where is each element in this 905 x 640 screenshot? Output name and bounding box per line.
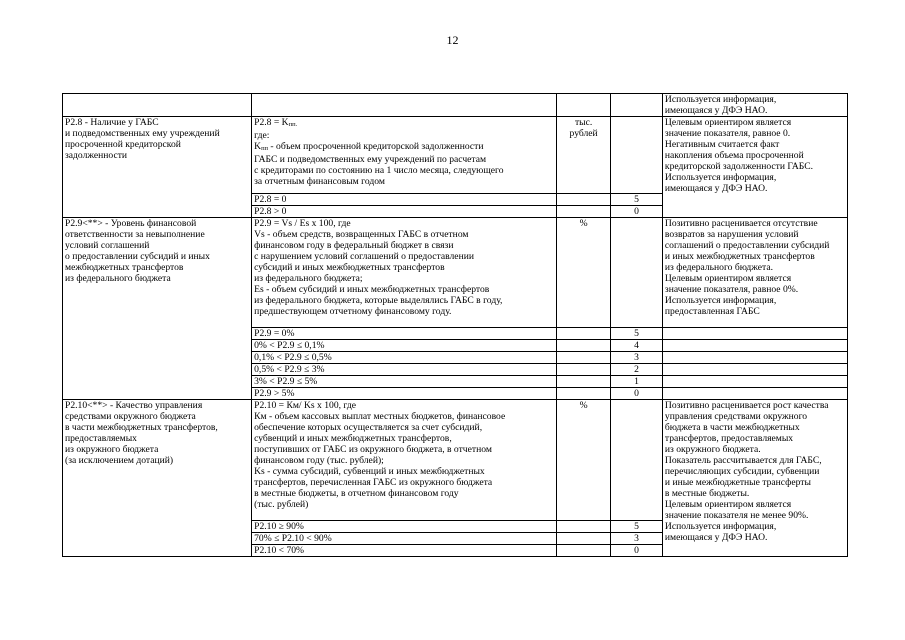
unit-cell <box>557 521 611 533</box>
name-line: из федерального бюджета <box>65 273 171 284</box>
formula-line: трансфертов, перечисленная ГАБС из окружного бюджета <box>254 477 493 488</box>
page-number: 12 <box>446 33 459 47</box>
indicator-name-p28 <box>63 117 252 218</box>
unit-line: рублей <box>569 128 598 139</box>
comment-line: соглашений о предоставлении субсидий <box>664 240 830 251</box>
comment-cell <box>662 364 847 376</box>
formula-subscript: пп <box>261 145 269 152</box>
comment-line: Негативным считается факт <box>664 139 780 150</box>
name-line: предоставляемых <box>65 433 137 444</box>
comment-line: имеющаяся у ДФЭ НАО. <box>664 105 768 116</box>
comment-line: и иных межбюджетных трансфертов <box>664 251 815 262</box>
comment-line: перечисляющих субсидии, субвенции <box>664 466 820 477</box>
unit-cell <box>557 194 611 206</box>
formula-subscript: пп. <box>288 121 298 128</box>
criterion-condition: 70% ≤ P2.10 < 90% <box>252 533 557 545</box>
criterion-score: 5 <box>611 328 663 340</box>
criterion-condition: P2.9 > 5% <box>252 388 557 400</box>
unit-cell <box>557 206 611 218</box>
unit-cell <box>557 94 611 117</box>
name-line: P2.10<**> - Качество управления <box>65 400 203 411</box>
comment-line: из федерального бюджета. <box>664 262 774 273</box>
unit-p28 <box>557 117 611 194</box>
name-line: условий соглашений <box>65 240 150 251</box>
comment-line: значение показателя, равное 0%. <box>664 284 799 295</box>
criterion-score: 2 <box>611 364 663 376</box>
criterion-condition: 0,5% < P2.9 ≤ 3% <box>252 364 557 376</box>
comment-line: значение показателя не менее 90%. <box>664 510 809 521</box>
formula-line: Ks - сумма субсидий, субвенций и иных межбюджетных <box>254 466 485 477</box>
score-cell <box>611 94 663 117</box>
formula-line: P2.10 = Км/ Ks x 100, где <box>254 400 357 411</box>
comment-line: трансфертов, предоставляемых <box>664 433 794 444</box>
comment-line: значение показателя, равное 0. <box>664 128 791 139</box>
criterion-score: 0 <box>611 388 663 400</box>
name-line: и подведомственных ему учреждений <box>65 128 220 139</box>
formula-p28 <box>252 117 557 194</box>
comment-line: накопления объема просроченной <box>664 150 804 161</box>
criterion-condition: P2.10 ≥ 90% <box>252 521 557 533</box>
criterion-condition: 3% < P2.9 ≤ 5% <box>252 376 557 388</box>
criterion-condition: P2.8 = 0 <box>252 194 557 206</box>
name-line: ответственности за невыполнение <box>65 229 205 240</box>
score-cell <box>611 117 663 194</box>
unit-cell <box>557 533 611 545</box>
indicator-name-p210 <box>63 400 252 557</box>
table-row <box>63 400 848 521</box>
comment-cell <box>662 328 847 340</box>
comment-line: кредиторской задолженности ГАБС. <box>664 161 814 172</box>
name-line: P2.8 - Наличие у ГАБС <box>65 117 159 128</box>
comment-cell <box>662 352 847 364</box>
name-line: из окружного бюджета <box>65 444 159 455</box>
formula-line <box>254 141 554 154</box>
score-cell <box>611 218 663 328</box>
formula-line: из федерального бюджета, которые выделялись ГАБС в году, <box>254 295 503 306</box>
comment-p29 <box>662 218 847 328</box>
comment-cell <box>662 94 847 117</box>
formula-line: с кредиторами по состоянию на 1 число месяца, следующего <box>254 165 504 176</box>
name-line: о предоставлении субсидий и иных <box>65 251 210 262</box>
unit-cell <box>557 388 611 400</box>
formula-line: где: <box>254 130 270 141</box>
formula-line: предшествующем отчетному финансовому году. <box>254 306 452 317</box>
formula-p210 <box>252 400 557 521</box>
formula-line: Vs - объем средств, возвращенных ГАБС в отчетном <box>254 229 469 240</box>
formula-line: из федерального бюджета; <box>254 273 363 284</box>
comment-line: из окружного бюджета. <box>664 444 761 455</box>
comment-line: Целевым ориентиром является <box>664 499 792 510</box>
comment-line: Целевым ориентиром является <box>664 117 792 128</box>
criterion-score: 0 <box>611 206 663 218</box>
comment-line: Используется информация, <box>664 94 777 105</box>
criterion-condition: 0% < P2.9 ≤ 0,1% <box>252 340 557 352</box>
name-line: в части межбюджетных трансфертов, <box>65 422 218 433</box>
formula-line: за отчетным финансовым годом <box>254 176 385 187</box>
comment-line: бюджета в части межбюджетных <box>664 422 800 433</box>
comment-line: возвратов за нарушения условий <box>664 229 799 240</box>
comment-line: Позитивно расценивается рост качества <box>664 400 829 411</box>
comment-line: Используется информация, <box>664 172 777 183</box>
unit-cell <box>557 376 611 388</box>
table-row <box>63 117 848 194</box>
criterion-score: 0 <box>611 545 663 557</box>
indicators-table <box>62 93 848 557</box>
criterion-condition: P2.9 = 0% <box>252 328 557 340</box>
criterion-condition: P2.8 > 0 <box>252 206 557 218</box>
formula-line: поступивших от ГАБС из окружного бюджета, в отчетном <box>254 444 492 455</box>
unit-cell <box>557 364 611 376</box>
unit-p29: % <box>557 218 611 328</box>
formula-line: обеспечение которых осуществляется за счет субсидий, <box>254 422 483 433</box>
formula-line <box>254 117 554 130</box>
formula-line: с нарушением условий соглашений о предоставлении <box>254 251 474 262</box>
unit-cell <box>557 352 611 364</box>
unit-line: тыс. <box>574 117 593 128</box>
unit-cell <box>557 340 611 352</box>
comment-p28 <box>662 117 847 218</box>
comment-line: и иные межбюджетные трансферты <box>664 477 811 488</box>
comment-line: Позитивно расценивается отсутствие <box>664 218 818 229</box>
unit-p210: % <box>557 400 611 521</box>
name-line: межбюджетных трансфертов <box>65 262 184 273</box>
criterion-score: 5 <box>611 521 663 533</box>
formula-text: K <box>254 141 262 152</box>
comment-p210 <box>662 400 847 557</box>
name-cell <box>63 94 252 117</box>
criterion-score: 4 <box>611 340 663 352</box>
criterion-score: 1 <box>611 376 663 388</box>
formula-cell <box>252 94 557 117</box>
comment-line: Используется информация, <box>664 521 777 532</box>
comment-line: управления средствами окружного <box>664 411 808 422</box>
formula-text: - объем просроченной кредиторской задолженности <box>268 141 484 152</box>
criterion-score: 3 <box>611 352 663 364</box>
criterion-condition: 0,1% < P2.9 ≤ 0,5% <box>252 352 557 364</box>
formula-line: (тыс. рублей) <box>254 499 309 510</box>
comment-cell <box>662 388 847 400</box>
score-cell <box>611 400 663 521</box>
formula-line: ГАБС и подведомственных ему учреждений по расчетам <box>254 154 487 165</box>
formula-line: субвенций и иных межбюджетных трансфертов, <box>254 433 452 444</box>
formula-line: финансовом году в федеральный бюджет в связи <box>254 240 454 251</box>
formula-text: P2.8 = K <box>254 117 289 128</box>
formula-line: Es - объем субсидий и иных межбюджетных трансфертов <box>254 284 490 295</box>
comment-line: в местные бюджеты. <box>664 488 750 499</box>
formula-line: в местные бюджеты, в отчетном финансовом году <box>254 488 459 499</box>
table-row <box>63 94 848 117</box>
comment-line: Показатель рассчитывается для ГАБС, <box>664 455 822 466</box>
criterion-score: 3 <box>611 533 663 545</box>
criterion-score: 5 <box>611 194 663 206</box>
comment-cell <box>662 376 847 388</box>
name-line: задолженности <box>65 150 128 161</box>
name-line: средствами окружного бюджета <box>65 411 196 422</box>
comment-line: имеющаяся у ДФЭ НАО. <box>664 532 768 543</box>
name-line: просроченной кредиторской <box>65 139 181 150</box>
comment-line: имеющаяся у ДФЭ НАО. <box>664 183 768 194</box>
formula-line: P2.9 = Vs / Es x 100, где <box>254 218 351 229</box>
formula-line: финансовом году (тыс. рублей); <box>254 455 384 466</box>
comment-line: Используется информация, <box>664 295 777 306</box>
name-line: (за исключением дотаций) <box>65 455 174 466</box>
formula-p29 <box>252 218 557 328</box>
formula-line: субсидий и иных межбюджетных трансфертов <box>254 262 445 273</box>
formula-line: Км - объем кассовых выплат местных бюджетов, финансовое <box>254 411 506 422</box>
criterion-condition: P2.10 < 70% <box>252 545 557 557</box>
unit-cell <box>557 328 611 340</box>
name-line: P2.9<**> - Уровень финансовой <box>65 218 197 229</box>
indicator-name-p29 <box>63 218 252 400</box>
comment-cell <box>662 340 847 352</box>
table-row <box>63 218 848 328</box>
comment-line: Целевым ориентиром является <box>664 273 792 284</box>
unit-cell <box>557 545 611 557</box>
comment-line: предоставленная ГАБС <box>664 306 760 317</box>
